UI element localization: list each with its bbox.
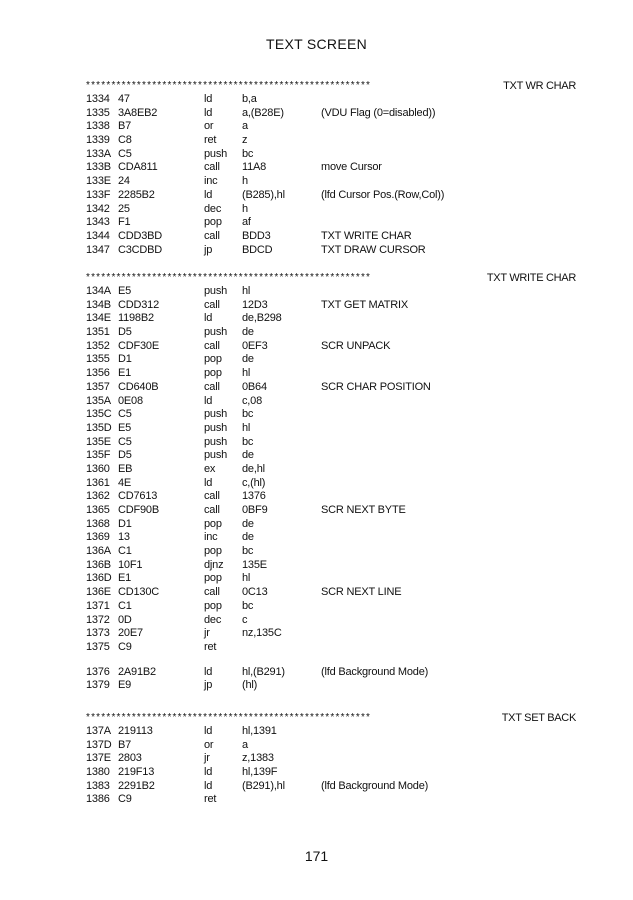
- row-operand: hl: [242, 285, 251, 297]
- row-operand: de: [242, 326, 254, 339]
- row-hex-bytes: C5: [118, 435, 132, 448]
- row-mnemonic: jr: [204, 627, 210, 640]
- row-mnemonic: call: [204, 339, 220, 352]
- row-hex-bytes: CDD3BD: [118, 229, 163, 242]
- row-mnemonic: ld: [204, 725, 213, 737]
- listing-row: [86, 666, 576, 680]
- row-operand: h: [242, 202, 248, 215]
- listing-section: [86, 79, 576, 257]
- row-mnemonic: pop: [204, 572, 222, 585]
- row-address: 1361: [86, 476, 110, 489]
- row-mnemonic: ld: [204, 106, 213, 119]
- row-operand: a,(B28E): [242, 106, 284, 119]
- row-mnemonic: call: [204, 298, 220, 311]
- row-mnemonic: call: [204, 229, 220, 242]
- row-hex-bytes: E5: [118, 421, 132, 434]
- listing-row: [86, 679, 576, 693]
- row-mnemonic: inc: [204, 175, 218, 188]
- row-comment: (VDU Flag (0=disabled)): [321, 106, 436, 119]
- row-comment: (lfd Background Mode): [321, 665, 429, 678]
- row-operand: bc: [242, 545, 254, 558]
- row-operand: hl,(B291): [242, 665, 285, 678]
- listing-row: [86, 627, 576, 641]
- listing-row: [86, 381, 576, 395]
- row-hex-bytes: 2803: [118, 752, 142, 765]
- row-mnemonic: push: [204, 435, 228, 448]
- row-mnemonic: call: [204, 490, 220, 503]
- row-hex-bytes: CDF30E: [118, 339, 159, 352]
- row-address: 1379: [86, 679, 110, 692]
- row-hex-bytes: CD7613: [118, 490, 158, 503]
- listing-row: [86, 739, 576, 753]
- row-hex-bytes: CD640B: [118, 380, 159, 393]
- listing-row: [86, 793, 576, 807]
- row-hex-bytes: D1: [118, 353, 132, 366]
- listing-row: [86, 148, 576, 162]
- row-hex-bytes: 0D: [118, 613, 132, 626]
- separator-stars: ********************************************************: [86, 272, 372, 283]
- listing-row: [86, 285, 576, 299]
- row-hex-bytes: E1: [118, 572, 132, 585]
- row-mnemonic: ret: [204, 793, 217, 806]
- listing-row: [86, 545, 576, 559]
- listing-row: [86, 490, 576, 504]
- row-address: 133B: [86, 161, 111, 174]
- row-mnemonic: ld: [204, 93, 213, 105]
- row-address: 137A: [86, 725, 111, 737]
- row-mnemonic: push: [204, 408, 228, 421]
- row-mnemonic: pop: [204, 353, 222, 366]
- row-address: 1356: [86, 367, 110, 380]
- row-hex-bytes: E5: [118, 285, 132, 297]
- row-comment: SCR NEXT BYTE: [321, 504, 406, 516]
- listing-row: [86, 134, 576, 148]
- row-hex-bytes: 0E08: [118, 394, 143, 407]
- row-mnemonic: dec: [204, 202, 222, 215]
- listing-row: [86, 518, 576, 532]
- row-mnemonic: ld: [204, 394, 213, 407]
- row-operand: 0B64: [242, 380, 267, 393]
- row-hex-bytes: C1: [118, 545, 132, 558]
- row-operand: (B291),hl: [242, 779, 285, 792]
- row-address: 1365: [86, 504, 110, 516]
- row-hex-bytes: C9: [118, 640, 132, 653]
- row-address: 1372: [86, 613, 110, 626]
- row-comment: SCR UNPACK: [321, 339, 391, 352]
- listing-row: [86, 641, 576, 655]
- row-hex-bytes: EB: [118, 462, 133, 475]
- row-mnemonic: ld: [204, 188, 213, 201]
- row-address: 134B: [86, 298, 111, 311]
- row-address: 1369: [86, 531, 110, 544]
- row-operand: (hl): [242, 679, 258, 692]
- row-mnemonic: ret: [204, 134, 217, 147]
- row-hex-bytes: B7: [118, 738, 132, 751]
- page-title: TEXT SCREEN: [265, 36, 368, 52]
- row-mnemonic: djnz: [204, 558, 224, 571]
- row-operand: BDD3: [242, 229, 271, 242]
- row-mnemonic: ld: [204, 665, 213, 678]
- row-address: 1342: [86, 202, 110, 215]
- row-address: 135C: [86, 408, 112, 421]
- row-mnemonic: ex: [204, 462, 216, 475]
- row-address: 133E: [86, 175, 111, 188]
- row-hex-bytes: CDD312: [118, 298, 159, 311]
- row-address: 133F: [86, 188, 111, 201]
- listing-row: [86, 107, 576, 121]
- row-hex-bytes: 20E7: [118, 627, 143, 640]
- listing-row: [86, 312, 576, 326]
- row-operand: hl: [242, 421, 251, 434]
- row-comment: TXT WRITE CHAR: [321, 229, 412, 242]
- row-comment: (lfd Background Mode): [321, 779, 429, 792]
- listing-row: [86, 244, 576, 258]
- row-operand: 1376: [242, 490, 266, 503]
- row-operand: (B285),hl: [242, 188, 285, 201]
- row-mnemonic: call: [204, 161, 220, 174]
- row-address: 134E: [86, 312, 111, 325]
- row-address: 1386: [86, 793, 110, 806]
- row-mnemonic: push: [204, 421, 228, 434]
- row-operand: 11A8: [242, 161, 267, 174]
- row-hex-bytes: E1: [118, 367, 132, 380]
- row-address: 136A: [86, 545, 111, 558]
- row-operand: 0C13: [242, 586, 268, 599]
- row-address: 136B: [86, 558, 111, 571]
- row-operand: de: [242, 449, 254, 462]
- row-address: 1380: [86, 766, 110, 779]
- row-mnemonic: pop: [204, 367, 222, 380]
- row-comment: move Cursor: [321, 161, 382, 174]
- row-operand: bc: [242, 147, 254, 160]
- row-address: 1338: [86, 120, 110, 133]
- row-address: 1376: [86, 665, 110, 678]
- row-comment: TXT DRAW CURSOR: [321, 243, 426, 256]
- row-address: 1360: [86, 462, 110, 475]
- row-operand: z: [242, 134, 248, 147]
- row-operand: c: [242, 613, 248, 626]
- listing-section: [86, 711, 576, 807]
- section-label: TXT WRITE CHAR: [483, 271, 576, 285]
- row-mnemonic: push: [204, 147, 228, 160]
- row-address: 1368: [86, 517, 110, 530]
- row-hex-bytes: D1: [118, 517, 132, 530]
- listing-row: [86, 175, 576, 189]
- row-mnemonic: jr: [204, 752, 210, 765]
- row-mnemonic: ld: [204, 779, 213, 792]
- row-comment: SCR NEXT LINE: [321, 586, 402, 599]
- listing-row: [86, 395, 576, 409]
- row-address: 1362: [86, 490, 110, 503]
- row-hex-bytes: CDA811: [118, 161, 158, 174]
- row-operand: de: [242, 353, 254, 366]
- row-mnemonic: or: [204, 738, 214, 751]
- listing-row: [86, 766, 576, 780]
- row-address: 1352: [86, 339, 110, 352]
- row-operand: b,a: [242, 93, 257, 105]
- row-hex-bytes: 10F1: [118, 558, 143, 571]
- row-mnemonic: call: [204, 504, 220, 516]
- row-address: 1334: [86, 93, 110, 105]
- row-address: 1335: [86, 106, 110, 119]
- row-address: 135D: [86, 421, 112, 434]
- section-separator: [86, 79, 576, 93]
- row-operand: de: [242, 517, 254, 530]
- row-hex-bytes: 24: [118, 175, 130, 188]
- row-address: 135F: [86, 449, 111, 462]
- row-mnemonic: push: [204, 449, 228, 462]
- listing-row: [86, 477, 576, 491]
- row-address: 135E: [86, 435, 111, 448]
- row-address: 1344: [86, 229, 110, 242]
- row-mnemonic: pop: [204, 545, 222, 558]
- row-operand: bc: [242, 435, 254, 448]
- row-hex-bytes: CD130C: [118, 586, 159, 599]
- row-mnemonic: call: [204, 380, 220, 393]
- listing-row: [86, 531, 576, 545]
- row-mnemonic: push: [204, 326, 228, 339]
- row-address: 134A: [86, 285, 111, 297]
- listing-row: [86, 586, 576, 600]
- row-mnemonic: call: [204, 586, 220, 599]
- row-hex-bytes: E9: [118, 679, 132, 692]
- row-operand: z,1383: [242, 752, 274, 765]
- row-address: 135A: [86, 394, 111, 407]
- listing-row: [86, 780, 576, 794]
- row-address: 1375: [86, 640, 110, 653]
- listing-row: [86, 120, 576, 134]
- listing-row: [86, 230, 576, 244]
- row-mnemonic: ld: [204, 766, 213, 779]
- row-hex-bytes: D5: [118, 326, 132, 339]
- section-label: TXT SET BACK: [498, 711, 576, 725]
- listing-row: [86, 559, 576, 573]
- listing-section: [86, 271, 576, 693]
- listing-row: [86, 161, 576, 175]
- listing-row: [86, 752, 576, 766]
- row-hex-bytes: C9: [118, 793, 132, 806]
- row-mnemonic: inc: [204, 531, 218, 544]
- row-operand: a: [242, 738, 248, 751]
- row-hex-bytes: B7: [118, 120, 132, 133]
- listing-row: [86, 449, 576, 463]
- row-hex-bytes: 2A91B2: [118, 665, 156, 678]
- listing-row: [86, 326, 576, 340]
- listing-row: [86, 504, 576, 518]
- listing-row: [86, 353, 576, 367]
- listing-row: [86, 436, 576, 450]
- row-operand: a: [242, 120, 248, 133]
- row-address: 1371: [86, 599, 110, 612]
- row-mnemonic: pop: [204, 599, 222, 612]
- row-mnemonic: dec: [204, 613, 222, 626]
- group-gap: [86, 655, 576, 666]
- section-separator: [86, 271, 576, 285]
- row-mnemonic: ld: [204, 312, 213, 325]
- row-operand: hl: [242, 572, 251, 585]
- row-hex-bytes: F1: [118, 216, 131, 229]
- listing-row: [86, 367, 576, 381]
- listing-row: [86, 614, 576, 628]
- row-address: 1347: [86, 243, 110, 256]
- row-mnemonic: push: [204, 285, 228, 297]
- row-operand: de: [242, 531, 254, 544]
- row-hex-bytes: 219113: [118, 725, 153, 737]
- row-mnemonic: pop: [204, 517, 222, 530]
- listing-row: [86, 203, 576, 217]
- listing-row: [86, 189, 576, 203]
- row-address: 137D: [86, 738, 112, 751]
- separator-stars: ********************************************************: [86, 712, 372, 723]
- row-hex-bytes: C3CDBD: [118, 243, 163, 256]
- row-hex-bytes: 25: [118, 202, 130, 215]
- listing-row: [86, 340, 576, 354]
- section-label: TXT WR CHAR: [499, 79, 576, 93]
- listing-row: [86, 725, 576, 739]
- listing-row: [86, 93, 576, 107]
- listing-row: [86, 216, 576, 230]
- row-hex-bytes: 1198B2: [118, 312, 154, 325]
- row-hex-bytes: 4E: [118, 476, 132, 489]
- row-address: 133A: [86, 147, 111, 160]
- row-mnemonic: or: [204, 120, 214, 133]
- row-operand: bc: [242, 408, 254, 421]
- row-comment: TXT GET MATRIX: [321, 298, 409, 311]
- listing-row: [86, 600, 576, 614]
- row-operand: h: [242, 175, 248, 188]
- listing-row: [86, 463, 576, 477]
- row-hex-bytes: C1: [118, 599, 132, 612]
- listing-row: [86, 572, 576, 586]
- row-operand: de,B298: [242, 312, 282, 325]
- row-mnemonic: jp: [204, 243, 213, 256]
- row-hex-bytes: D5: [118, 449, 132, 462]
- row-hex-bytes: C5: [118, 147, 132, 160]
- row-address: 1343: [86, 216, 110, 229]
- row-operand: bc: [242, 599, 254, 612]
- row-address: 136D: [86, 572, 112, 585]
- row-mnemonic: jp: [204, 679, 213, 692]
- listing-row: [86, 422, 576, 436]
- row-operand: c,08: [242, 394, 262, 407]
- row-operand: 135E: [242, 558, 267, 571]
- row-hex-bytes: 47: [118, 93, 130, 105]
- row-address: 1373: [86, 627, 110, 640]
- row-address: 1355: [86, 353, 110, 366]
- row-address: 1383: [86, 779, 110, 792]
- row-hex-bytes: 2285B2: [118, 188, 155, 201]
- row-address: 136E: [86, 586, 111, 599]
- row-address: 1339: [86, 134, 110, 147]
- row-operand: hl,1391: [242, 725, 277, 737]
- row-operand: af: [242, 216, 251, 229]
- row-operand: hl,139F: [242, 766, 278, 779]
- page-number: 171: [304, 848, 329, 864]
- row-mnemonic: ret: [204, 640, 217, 653]
- separator-stars: ********************************************************: [86, 80, 372, 91]
- listing-row: [86, 299, 576, 313]
- row-mnemonic: ld: [204, 476, 213, 489]
- row-operand: BDCD: [242, 243, 273, 256]
- row-operand: nz,135C: [242, 627, 282, 640]
- row-address: 1357: [86, 380, 110, 393]
- listing-row: [86, 408, 576, 422]
- row-operand: 0EF3: [242, 339, 268, 352]
- row-hex-bytes: 2291B2: [118, 779, 155, 792]
- row-hex-bytes: C5: [118, 408, 132, 421]
- row-operand: c,(hl): [242, 476, 266, 489]
- row-operand: 12D3: [242, 298, 268, 311]
- row-address: 1351: [86, 326, 110, 339]
- row-operand: hl: [242, 367, 251, 380]
- row-hex-bytes: 3A8EB2: [118, 106, 158, 119]
- row-hex-bytes: 219F13: [118, 766, 155, 779]
- row-hex-bytes: 13: [118, 531, 130, 544]
- row-hex-bytes: C8: [118, 134, 132, 147]
- section-separator: [86, 711, 576, 725]
- row-mnemonic: pop: [204, 216, 222, 229]
- row-operand: de,hl: [242, 462, 265, 475]
- row-operand: 0BF9: [242, 504, 268, 516]
- row-comment: SCR CHAR POSITION: [321, 380, 431, 393]
- row-address: 137E: [86, 752, 111, 765]
- row-hex-bytes: CDF90B: [118, 504, 159, 516]
- row-comment: (lfd Cursor Pos.(Row,Col)): [321, 188, 445, 201]
